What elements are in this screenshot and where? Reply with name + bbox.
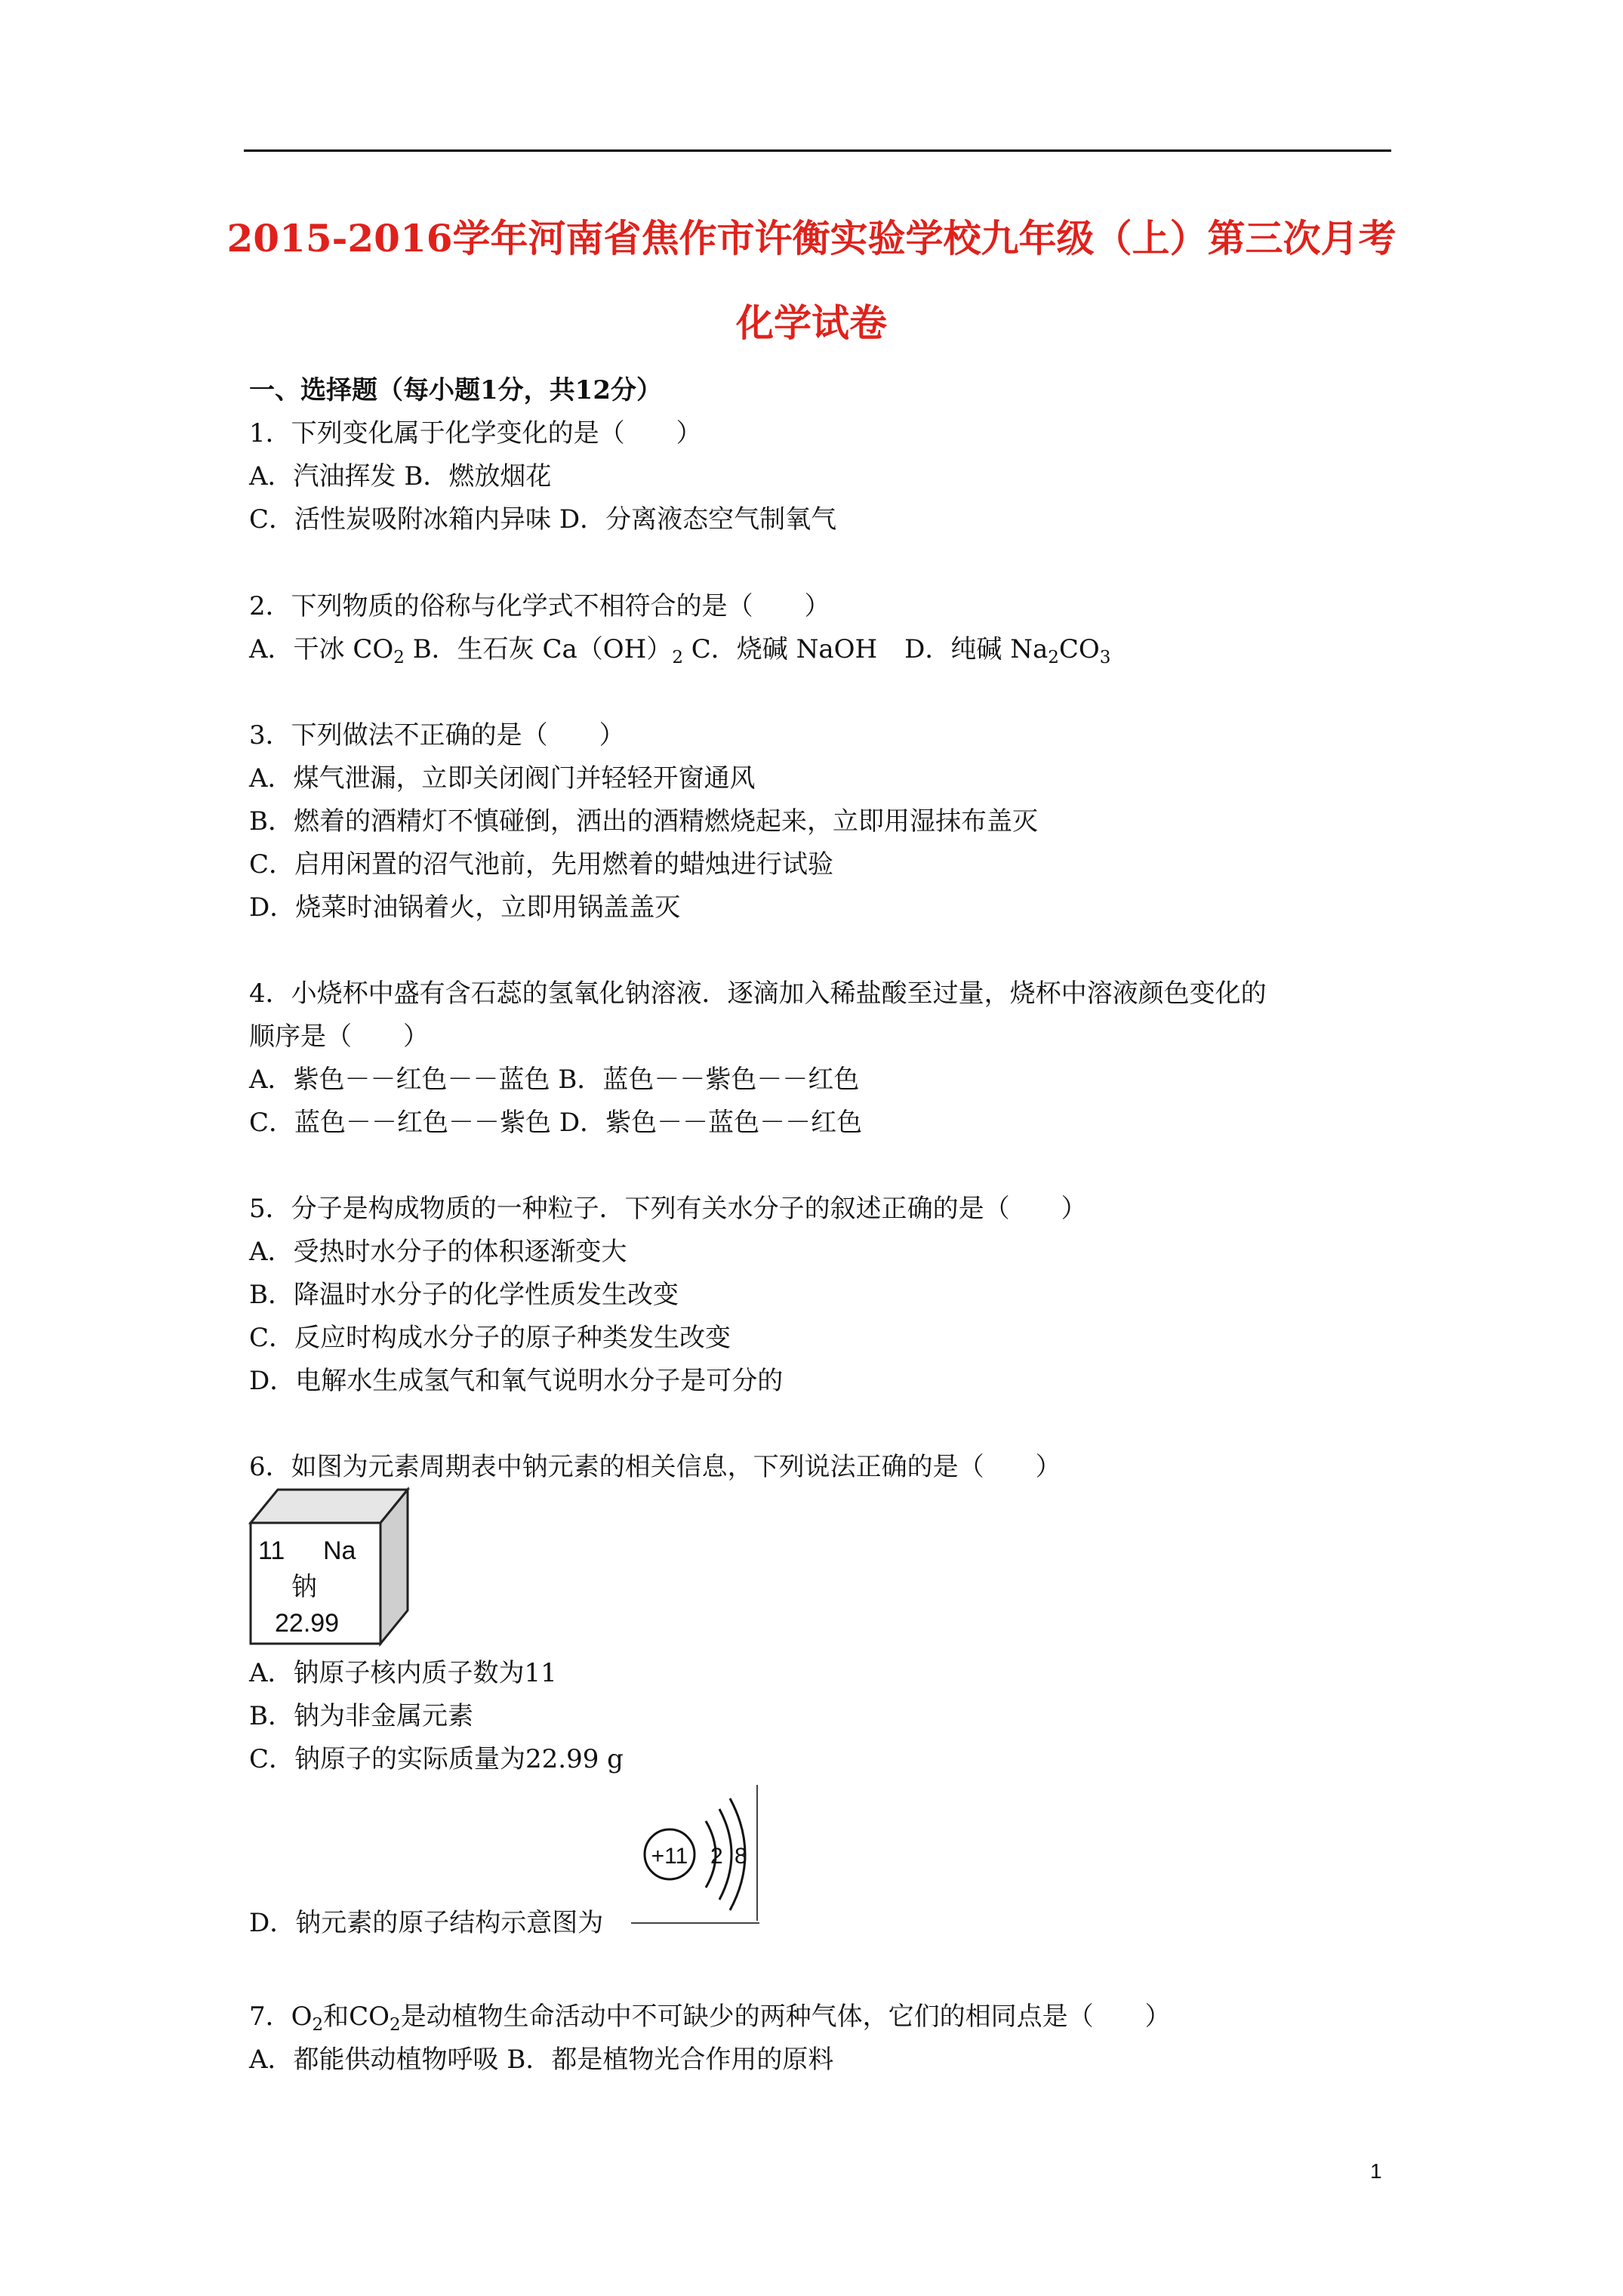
q4-stem-line1: 4．小烧杯中盛有含石蕊的氢氧化钠溶液．逐滴加入稀盐酸至过量，烧杯中溶液颜色变化的 [249, 978, 1267, 1009]
q3-option-a: A．煤气泄漏，立即关闭阀门并轻轻开窗通风 [249, 763, 756, 794]
q5-option-c: C．反应时构成水分子的原子种类发生改变 [249, 1323, 731, 1353]
q3-option-d: D．烧菜时油锅着火，立即用锅盖盖灭 [249, 892, 681, 923]
periodic-table-cell-figure [248, 1484, 414, 1648]
q2-option-b: B．生石灰 $Ca(OH)_2$ [404, 634, 683, 667]
q6-option-a: A．钠原子核内质子数为11 [249, 1658, 557, 1688]
q2-option-a: A．干冰 $CO_2$ [249, 634, 405, 667]
q5-option-b: B．降温时水分子的化学性质发生改变 [249, 1280, 679, 1310]
q6-option-d-underline [631, 1922, 759, 1924]
q2-options [249, 633, 1110, 665]
atom-nucleus-charge: +11 [651, 1844, 688, 1869]
q5-option-d: D．电解水生成氢气和氧气说明水分子是可分的 [249, 1366, 784, 1396]
q7-stem: 7．$O_2$和$CO_2$是动植物生命活动中不可缺少的两种气体，它们的相同点是（ ） [249, 2002, 1171, 2035]
q3-option-c: C．启用闲置的沼气池前，先用燃着的蜡烛进行试验 [249, 849, 834, 880]
atom-structure-diagram [630, 1782, 766, 1924]
page-number: 1 [1370, 2159, 1382, 2183]
q4-options-cd: C．蓝色－－红色－－紫色 D．紫色－－蓝色－－红色 [249, 1108, 863, 1138]
exam-title-line1: 2015-2016学年河南省焦作市许衡实验学校九年级（上）第三次月考 [226, 216, 1397, 260]
q5-option-a: A．受热时水分子的体积逐渐变大 [249, 1237, 627, 1267]
q2-option-d: D．纯碱 $Na_2CO_3$ [904, 634, 1111, 667]
cell-atomic-mass: 22.99 [275, 1609, 340, 1638]
q4-stem-line2: 顺序是（ ） [249, 1022, 429, 1052]
q5-stem: 5．分子是构成物质的一种粒子．下列有关水分子的叙述正确的是（ ） [249, 1194, 1087, 1224]
header-rule [244, 149, 1391, 152]
q1-options-cd: C．活性炭吸附冰箱内异味 D．分离液态空气制氧气 [249, 504, 837, 535]
q2-option-c: C．烧碱 NaOH [682, 634, 878, 664]
q6-option-c: C．钠原子的实际质量为22.99 g [249, 1744, 624, 1774]
q6-option-b: B．钠为非金属元素 [249, 1701, 473, 1731]
atom-shell-1-electrons: 2 [710, 1844, 723, 1869]
q6-option-d: D．钠元素的原子结构示意图为 [249, 1908, 604, 1938]
q1-stem: 1．下列变化属于化学变化的是（ ） [249, 418, 702, 448]
atom-shell-2-electrons: 8 [735, 1844, 747, 1869]
cell-atomic-number: 11 [258, 1536, 285, 1565]
q7-options-ab: A．都能供动植物呼吸 B．都是植物光合作用的原料 [249, 2045, 834, 2075]
q3-option-b: B．燃着的酒精灯不慎碰倒，洒出的酒精燃烧起来，立即用湿抹布盖灭 [249, 806, 1038, 837]
q4-options-ab: A．紫色－－红色－－蓝色 B．蓝色－－紫色－－红色 [249, 1065, 860, 1095]
q2-stem: 2．下列物质的俗称与化学式不相符合的是（ ） [249, 591, 830, 621]
exam-title-line2: 化学试卷 [736, 300, 887, 345]
section-heading: 一、选择题（每小题1分，共12分） [249, 375, 662, 405]
q3-stem: 3．下列做法不正确的是（ ） [249, 720, 625, 750]
cell-element-name: 钠 [291, 1572, 317, 1602]
q1-options-ab: A．汽油挥发 B．燃放烟花 [249, 461, 552, 492]
cell-symbol: Na [323, 1536, 356, 1565]
q6-stem: 6．如图为元素周期表中钠元素的相关信息，下列说法正确的是（ ） [249, 1452, 1061, 1482]
